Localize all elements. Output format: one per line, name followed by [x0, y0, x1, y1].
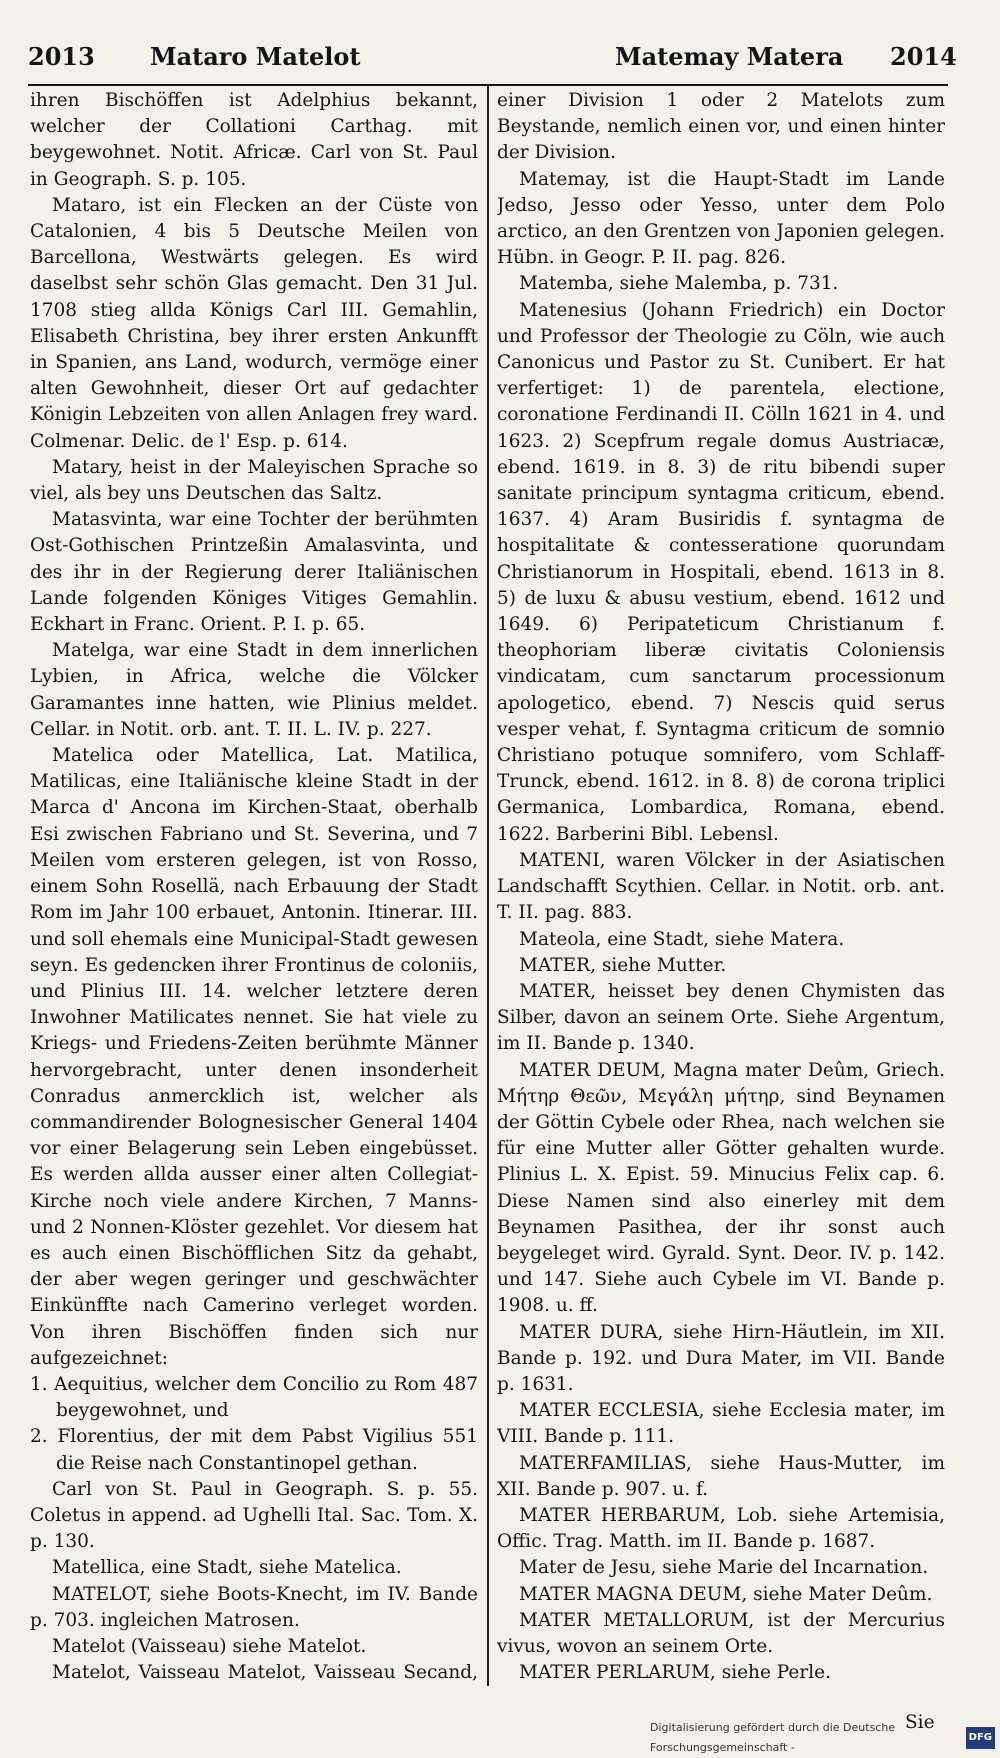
- right-running-head: Matemay Matera: [615, 42, 844, 71]
- right-page-number: 2014: [890, 42, 957, 71]
- entry-paragraph: MATER DURA, siehe Hirn-Häutlein, im XII. Bande p. 192. und Dura Mater, im VII. Bande p. 1631.: [497, 1321, 945, 1395]
- entry-paragraph: Matary, heist in der Maleyischen Sprache so viel, als bey uns Deutschen das Saltz.: [30, 456, 478, 505]
- entry-paragraph: MATENI, waren Völcker in der Asiatischen Landschafft Scythien. Cellar. in Notit. orb. ant. T. II. pag. 883.: [497, 849, 945, 924]
- entry-paragraph: Mater de Jesu, siehe Marie del Incarnation.: [519, 1557, 929, 1579]
- page-header: [0, 42, 1000, 82]
- entry-paragraph: Matenesius (Johann Friedrich) ein Doctor und Professor der Theologie zu Cöln, wie auch Canonicus und Pastor zu St. Cunibert. Er hat verfertiget: 1) de parentela, electione, coronatione Ferdinandi II. Cölln 1621 in 4. und 1623. 2) Scepfrum regale domus Austriacæ, ebend. 1619. in 8. 3) de ritu bibendi super sanitate principum syntagma criticum, ebend. 1637. 4) Aram Busiridis f. syntagma de hospitalitate & contesseratione quorundam Christianorum in Hospitali, ebend. 1613 in 8. 5) de luxu & abusu vestium, ebend. 1612 und 1649. 6) Peripateticum Christianum f. theophoriam liberæ civitatis Coloniensis vindicatam, cum sanctarum processionum apologetico, ebend. 7) Nescis quid serus vesper vehat, f. Syntagma criticum de somnio Christiano potuque somnifero, vom Schlaff-Trunck, ebend. 1612. in 8. 8) de corona triplici Germanica, Lombardica, Romana, ebend. 1622. Barberini Bibl. Lebensl.: [497, 299, 945, 845]
- entry-paragraph: Mateola, eine Stadt, siehe Matera.: [519, 928, 845, 950]
- entry-paragraph: MATER PERLARUM, siehe Perle.: [519, 1662, 831, 1684]
- entry-paragraph: MATER METALLORUM, ist der Mercurius vivus, wovon an seinem Orte.: [497, 1609, 945, 1657]
- entry-paragraph: Matemay, ist die Haupt-Stadt im Lande Jedso, Jesso oder Yesso, unter dem Polo arctico, an den Grentzen von Japonien gelegen. Hübn. in Geogr. P. II. pag. 826.: [497, 168, 945, 269]
- entry-paragraph: MATER, heisset bey denen Chymisten das Silber, davon an seinem Orte. Siehe Argentum, im II. Bande p. 1340.: [497, 980, 945, 1055]
- digitization-footer: [650, 1721, 995, 1754]
- left-page-number: 2013: [28, 42, 95, 71]
- left-column: [30, 88, 478, 1688]
- entry-paragraph: 2. Florentius, der mit dem Pabst Vigilius 551 die Reise nach Constantinopel gethan.: [30, 1426, 478, 1474]
- entry-paragraph: [497, 1686, 945, 1688]
- entry-paragraph: Matelga, war eine Stadt in dem innerlichen Lybien, in Africa, welche die Völcker Garamantes inne hatten, wie Plinius meldet. Cellar. in Notit. orb. ant. T. II. L. IV. p. 227.: [30, 640, 478, 740]
- entry-paragraph: Matelot, Vaisseau Matelot, Vaisseau Secand,: [52, 1662, 478, 1684]
- entry-paragraph: Matasvinta, war eine Tochter der berühmten Ost-Gothischen Printzeßin Amalasvinta, und des ihr in der Regierung derer Italiänischen Lande folgenden Königes Vitiges Gemahlin. Eckhart in Franc. Orient. P. I. p. 65.: [30, 509, 478, 636]
- column-divider: [487, 86, 489, 1686]
- entry-paragraph: Matemba, siehe Malemba, p. 731.: [519, 273, 839, 295]
- catchword: Sie: [905, 1712, 935, 1733]
- dfg-logo: DFG: [966, 1727, 995, 1749]
- entry-paragraph: MATER, siehe Mutter.: [519, 954, 727, 976]
- entry-paragraph: Mataro, ist ein Flecken an der Cüste von Catalonien, 4 bis 5 Deutsche Meilen von Barcellona, Westwärts gelegen. Es wird daselbst sehr schön Glas gemacht. Den 31 Jul. 1708 stieg allda Königs Carl III. Gemahlin, Elisabeth Christina, bey ihrer ersten Ankunfft in Spanien, ans Land, wodurch, vermöge einer alten Gewohnheit, dieser Ort auf gedachter Königin Lebzeiten von allen Anlagen frey ward. Colmenar. Delic. de l' Esp. p. 614.: [30, 194, 478, 452]
- entry-paragraph: Matellica, eine Stadt, siehe Matelica.: [52, 1557, 402, 1579]
- left-running-head: Mataro Matelot: [150, 42, 361, 71]
- entry-paragraph: MATER MAGNA DEUM, siehe Mater Deûm.: [519, 1583, 933, 1605]
- entry-paragraph: 1. Aequitius, welcher dem Concilio zu Rom 487 beygewohnet, und: [30, 1373, 478, 1422]
- entry-paragraph: einer Division 1 oder 2 Matelots zum Beystande, nemlich einen vor, und einen hinter der Division.: [497, 90, 945, 164]
- entry-paragraph: MATELOT, siehe Boots-Knecht, im IV. Bande p. 703. ingleichen Matrosen.: [30, 1583, 478, 1631]
- entry-paragraph: MATERFAMILIAS, siehe Haus-Mutter, im XII. Bande p. 907. u. f.: [497, 1452, 945, 1500]
- entry-paragraph: MATER ECCLESIA, siehe Ecclesia mater, im VIII. Bande p. 111.: [497, 1400, 945, 1448]
- entry-paragraph: Matelica oder Matellica, Lat. Matilica, Matilicas, eine Italiänische kleine Stadt in der Marca d' Ancona im Kirchen-Staat, oberhalb Esi zwischen Fabriano und St. Severina, und 7 Meilen vom ersteren gelegen, ist von Rosso, einem Sohn Rosellä, nach Erbauung der Stadt Rom im Jahr 100 erbauet, Antonin. Itinerar. III. und soll ehemals eine Municipal-Stadt gewesen seyn. Es gedencken ihrer Frontinus de coloniis, und Plinius III. 14. welcher letztere deren Inwohner Matilicates nennet. Sie hat viele zu Kriegs- und Friedens-Zeiten berühmte Männer hervorgebracht, unter denen insonderheit Conradus anmercklich ist, welcher als commandirender Bolognesischer General 1404 vor einer Belagerung sein Leben eingebüsset. Es werden allda ausser einer alten Collegiat-Kirche noch viele andere Kirchen, 7 Manns- und 2 Nonnen-Klöster gezehlet. Vor diesem hat es auch einen Bischöfflichen Sitz da gehabt, der aber wegen geringer und geschwächter Einkünffte nach Camerino verleget worden. Von ihren Bischöffen finden sich nur aufgezeichnet:: [30, 745, 478, 1369]
- entry-paragraph: ihren Bischöffen ist Adelphius bekannt, welcher der Collationi Carthag. mit beygewohnet. Notit. Africæ. Carl von St. Paul in Geograph. S. p. 105.: [30, 90, 478, 190]
- footer-credit: Digitalisierung gefördert durch die Deutsche Forschungsgemeinschaft -: [650, 1721, 896, 1754]
- entry-paragraph: Matelot (Vaisseau) siehe Matelot.: [52, 1635, 367, 1657]
- entry-paragraph: MATER HERBARUM, Lob. siehe Artemisia, Offic. Trag. Matth. im II. Bande p. 1687.: [497, 1504, 945, 1553]
- entry-paragraph: MATER DEUM, Magna mater Deûm, Griech. Μήτηρ Θεῶν, Μεγάλη μήτηρ, sind Beynamen der Göttin Cybele oder Rhea, nach welchen sie für eine Mutter aller Götter gehalten wurde. Plinius L. X. Epist. 59. Minucius Felix cap. 6. Diese Namen sind also einerley mit dem Beynamen Pasithea, der ihr sonst auch beygeleget wird. Gyrald. Synt. Deor. IV. p. 142. und 147. Siehe auch Cybele im VI. Bande p. 1908. u. ff.: [497, 1059, 945, 1317]
- right-column: [497, 88, 945, 1688]
- entry-paragraph: Carl von St. Paul in Geograph. S. p. 55. Coletus in append. ad Ughelli Ital. Sac. Tom. X. p. 130.: [30, 1478, 478, 1553]
